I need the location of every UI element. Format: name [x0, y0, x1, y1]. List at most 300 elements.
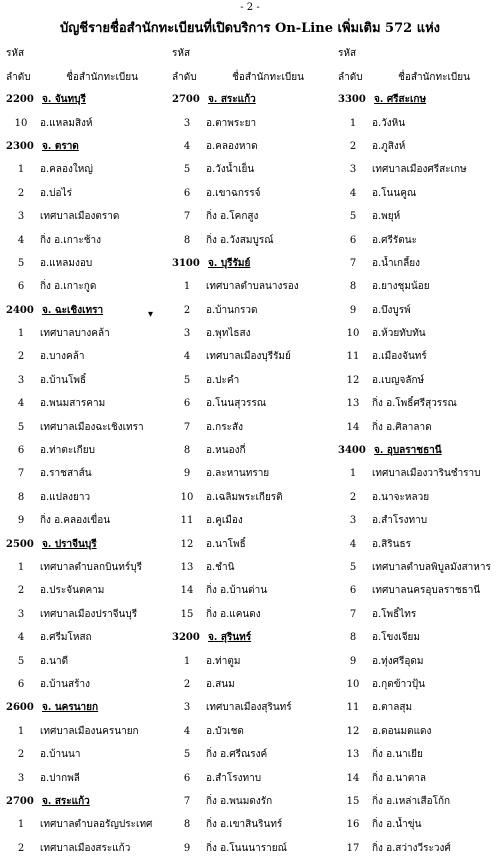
registry-office-name: อ.ศรีรัตนะ [372, 234, 417, 246]
registry-office-name: อ.ยางชุมน้อย [372, 281, 430, 293]
row-number: 2 [349, 491, 357, 503]
registry-row [336, 369, 500, 392]
registry-row [336, 111, 500, 134]
registry-office-name: อ.นาจะหลวย [372, 491, 430, 503]
registry-row [170, 532, 335, 555]
row-number: 1 [17, 164, 25, 176]
row-number: 11 [346, 351, 360, 363]
registry-office-name: กิ่ง อ.พนมดงรัก [206, 795, 273, 807]
registry-row [170, 720, 335, 743]
registry-row [4, 673, 169, 696]
registry-row [170, 299, 335, 322]
row-number: 2 [183, 678, 191, 690]
province-code: 3200 [172, 632, 200, 644]
registry-office-name: เทศบาลเมืองสุรินทร์ [206, 702, 292, 714]
registry-office-name: อ.คลองใหญ่ [40, 164, 93, 176]
row-number: 3 [349, 515, 357, 527]
registry-office-name: อ.ปะคำ [206, 374, 240, 386]
registry-office-name: กิ่ง อ.โนนนารายณ์ [206, 842, 287, 854]
registry-row [170, 837, 335, 860]
registry-row [336, 205, 500, 228]
province-name: จ. ศรีสะเกษ [374, 94, 427, 106]
registry-row [4, 486, 169, 509]
registry-office-name: อ.บึงบูรพ์ [372, 304, 411, 316]
registry-office-name: เทศบาลเมืองสระแก้ว [40, 842, 131, 854]
registry-office-name: อ.ตาพระยา [206, 117, 257, 129]
registry-row [336, 743, 500, 766]
registry-office-name: เทศบาลเมืองปราจีนบุรี [40, 608, 138, 620]
province-header-row [4, 135, 169, 158]
registry-row [4, 205, 169, 228]
registry-row [336, 696, 500, 719]
row-number: 1 [17, 562, 25, 573]
row-number: 3 [17, 211, 25, 223]
registry-row [336, 603, 500, 626]
row-number: 13 [346, 749, 360, 761]
code-header-label: รหัส [172, 48, 191, 59]
row-number: 3 [183, 328, 191, 340]
province-name: จ. สระแก้ว [208, 94, 256, 106]
registry-row [4, 275, 169, 298]
document-title: บัญชีรายชื่อสำนักทะเบียนที่เปิดบริการ On-Line เพิ่มเติม 572 แห่ง [59, 21, 441, 36]
registry-office-name: อ.แปลงยาว [40, 491, 91, 503]
registry-office-name: กิ่ง อ.เกาะกูด [40, 281, 97, 293]
registry-office-name: อ.ปากพลี [40, 772, 80, 784]
registry-office-name: อ.บัวเชด [206, 725, 244, 737]
registry-row [4, 813, 169, 836]
registry-row [170, 228, 335, 251]
row-number: 5 [349, 562, 357, 573]
row-number: 2 [17, 187, 25, 199]
registry-row [336, 228, 500, 251]
registry-row [4, 720, 169, 743]
registry-row [336, 579, 500, 602]
registry-office-name: อ.โนนคูณ [372, 187, 417, 199]
registry-office-name: อ.นาดี [40, 655, 69, 667]
registry-office-name: อ.เมืองจันทร์ [372, 351, 427, 363]
row-number: 6 [17, 678, 25, 690]
registry-row [170, 462, 335, 485]
registry-office-name: อ.ชำนิ [206, 562, 235, 573]
registry-office-name: กิ่ง อ.ศรีณรงค์ [206, 749, 268, 761]
registry-row [4, 345, 169, 368]
registry-row [170, 392, 335, 415]
registry-office-name: อ.หนองกี่ [206, 445, 246, 457]
registry-office-name: อ.พนมสารคาม [40, 398, 106, 410]
registry-office-name: เทศบาลเมืองตราด [40, 211, 120, 223]
registry-column-2 [170, 44, 335, 860]
row-number: 6 [183, 187, 191, 199]
registry-row [4, 579, 169, 602]
row-number: 7 [183, 795, 191, 807]
row-number: 1 [349, 117, 357, 129]
province-code: 2400 [6, 304, 34, 316]
registry-row [170, 579, 335, 602]
row-number: 14 [346, 421, 360, 433]
province-name: จ. ตราด [42, 140, 79, 152]
registry-row [4, 766, 169, 789]
row-number: 6 [17, 281, 25, 293]
registry-office-name: อ.วังหิน [372, 117, 406, 129]
province-name: จ. ปราจีนบุรี [42, 538, 97, 550]
registry-row [170, 790, 335, 813]
row-number: 14 [180, 585, 194, 597]
province-name: จ. บุรีรัมย์ [208, 257, 251, 269]
row-number: 5 [349, 211, 357, 223]
registry-office-name: เทศบาลนครอุบลราชธานี [372, 585, 481, 597]
registry-office-name: อ.ราชสาส์น [40, 468, 92, 480]
registry-row [336, 415, 500, 438]
registry-row [336, 790, 500, 813]
row-number: 9 [17, 515, 25, 527]
row-number: 8 [183, 819, 191, 831]
row-number: 4 [183, 140, 191, 152]
row-number: 4 [349, 538, 357, 550]
registry-office-name: อ.ทุ่งศรีอุดม [372, 655, 424, 667]
registry-office-name: เทศบาลเมืองศรีสะเกษ [372, 164, 467, 176]
row-number: 1 [183, 655, 191, 667]
registry-office-name: อ.บ้านสร้าง [40, 678, 90, 690]
registry-row [170, 345, 335, 368]
order-header-label: ลำดับ [172, 72, 197, 83]
registry-office-name: อ.แหลมงอบ [40, 257, 93, 269]
registry-row [4, 603, 169, 626]
registry-office-name: อ.นาโพธิ์ [206, 538, 246, 550]
registry-office-name: เทศบาลเมืองฉะเชิงเทรา [40, 421, 144, 433]
province-name: จ. สุรินทร์ [208, 632, 252, 644]
row-number: 10 [180, 491, 194, 503]
row-number: 3 [17, 374, 25, 386]
registry-row [336, 299, 500, 322]
registry-office-name: อ.สำโรงทาบ [206, 772, 262, 784]
province-code: 3300 [338, 94, 366, 106]
row-number: 3 [183, 117, 191, 129]
registry-row [336, 766, 500, 789]
registry-office-name: อ.คลองหาด [206, 140, 258, 152]
registry-row [336, 135, 500, 158]
registry-office-name: อ.บ้านกรวด [206, 304, 258, 316]
registry-office-name: อ.ภูสิงห์ [372, 140, 406, 152]
registry-row [336, 158, 500, 181]
registry-office-name: อ.บ้านนา [40, 749, 81, 761]
registry-row [170, 439, 335, 462]
row-number: 6 [349, 234, 357, 246]
province-header-row [170, 626, 335, 649]
code-header-label: รหัส [338, 48, 357, 59]
registry-office-name: กิ่ง อ.ศิลาลาด [372, 421, 432, 433]
registry-row [336, 486, 500, 509]
registry-row [170, 322, 335, 345]
registry-office-name: อ.กระสัง [206, 421, 243, 433]
code-header-label: รหัส [6, 48, 25, 59]
registry-row [4, 322, 169, 345]
province-header-row [170, 252, 335, 275]
registry-office-name: อ.สิรินธร [372, 538, 411, 550]
registry-row [4, 462, 169, 485]
row-number: 6 [17, 445, 25, 457]
province-header-row [4, 532, 169, 555]
registry-row [170, 766, 335, 789]
row-number: 15 [346, 795, 360, 807]
province-code: 3100 [172, 257, 200, 269]
province-header-row [4, 790, 169, 813]
order-header-label: ลำดับ [6, 72, 31, 83]
registry-office-name: กิ่ง อ.นาเยีย [372, 749, 423, 761]
row-number: 8 [17, 491, 25, 503]
province-header-row [336, 439, 500, 462]
column-header [170, 44, 335, 88]
registry-row [4, 111, 169, 134]
registry-office-name: อ.โพธิ์ไทร [372, 608, 417, 620]
row-number: 5 [17, 655, 25, 667]
registry-office-name: กิ่ง อ.คลองเขื่อน [40, 515, 111, 527]
registry-office-name: เทศบาลเมืองบุรีรัมย์ [206, 351, 291, 363]
row-number: 3 [17, 772, 25, 784]
registry-row [170, 111, 335, 134]
row-number: 8 [183, 445, 191, 457]
registry-row [170, 649, 335, 672]
registry-row [170, 696, 335, 719]
province-name: จ. ฉะเชิงเทรา [42, 304, 104, 316]
registry-row [336, 509, 500, 532]
order-header-label: ลำดับ [338, 72, 363, 83]
row-number: 10 [346, 678, 360, 690]
registry-office-name: อ.สนม [206, 678, 235, 690]
registry-office-name: อ.วังน้ำเย็น [206, 164, 255, 176]
row-number: 7 [183, 421, 191, 433]
registry-office-name: อ.ดอนมดแดง [372, 725, 432, 737]
registry-row [336, 322, 500, 345]
registry-row [170, 509, 335, 532]
registry-row [336, 275, 500, 298]
column-header [336, 44, 500, 88]
province-header-row [4, 88, 169, 111]
registry-row [170, 743, 335, 766]
row-number: 5 [183, 374, 191, 386]
row-number: 5 [183, 749, 191, 761]
province-header-row [4, 299, 169, 322]
province-name: จ. อุบลราชธานี [374, 445, 442, 457]
registry-row [336, 532, 500, 555]
province-header-row [170, 88, 335, 111]
row-number: 8 [349, 632, 357, 644]
row-number: 13 [180, 562, 194, 573]
row-number: 15 [180, 608, 194, 620]
registry-row [336, 556, 500, 579]
registry-office-name: กิ่ง อ.เหล่าเสือโก้ก [372, 795, 451, 807]
row-number: 17 [346, 842, 360, 854]
registry-office-name: อ.เขาฉกรรจ์ [206, 187, 261, 199]
province-code: 2700 [6, 795, 34, 807]
name-header-label: ชื่อสำนักทะเบียน [398, 72, 470, 83]
registry-office-name: เทศบาลเมืองนครนายก [40, 725, 139, 737]
row-number: 5 [183, 164, 191, 176]
name-header-label: ชื่อสำนักทะเบียน [66, 72, 138, 83]
row-number: 2 [349, 140, 357, 152]
province-code: 2300 [6, 140, 34, 152]
row-number: 4 [17, 632, 25, 644]
registry-row [4, 649, 169, 672]
registry-office-name: อ.น้ำเกลี้ยง [372, 257, 420, 269]
registry-office-name: เทศบาลบางคล้า [40, 328, 110, 340]
registry-row [4, 182, 169, 205]
registry-row [170, 556, 335, 579]
registry-row [336, 813, 500, 836]
registry-office-name: เทศบาลตำบลนางรอง [206, 281, 299, 293]
row-number: 9 [349, 655, 357, 667]
registry-office-name: อ.ห้วยทับทัน [372, 328, 426, 340]
registry-row [4, 837, 169, 860]
registry-office-name: อ.กุดข้าวปุ้น [372, 678, 425, 690]
registry-row [336, 345, 500, 368]
registry-office-name: อ.บางคล้า [40, 351, 85, 363]
registry-office-name: อ.พยุห์ [372, 211, 401, 223]
registry-row [4, 369, 169, 392]
registry-row [170, 275, 335, 298]
registry-office-name: อ.ศรีมโหสถ [40, 632, 92, 644]
row-number: 13 [346, 398, 360, 410]
registry-office-name: เทศบาลตำบลพิบูลมังสาหาร [372, 562, 491, 573]
registry-row [336, 649, 500, 672]
registry-row [170, 486, 335, 509]
registry-office-name: กิ่ง อ.เกาะช้าง [40, 234, 102, 246]
registry-office-name: อ.ท่าตะเกียบ [40, 445, 95, 457]
registry-row [4, 509, 169, 532]
registry-row [336, 837, 500, 860]
registry-office-name: กิ่ง อ.นาตาล [372, 772, 426, 784]
row-number: 9 [183, 842, 191, 854]
row-number: 6 [183, 398, 191, 410]
registry-row [4, 556, 169, 579]
province-name: จ. นครนายก [42, 702, 99, 714]
row-number: 14 [346, 772, 360, 784]
row-number: 7 [183, 211, 191, 223]
registry-row [170, 673, 335, 696]
registry-column-3 [336, 44, 500, 860]
row-number: 10 [14, 117, 28, 129]
row-number: 6 [183, 772, 191, 784]
row-number: 1 [349, 468, 357, 480]
row-number: 2 [17, 749, 25, 761]
registry-office-name: เทศบาลตำบลกบินทร์บุรี [40, 562, 142, 573]
row-number: 4 [183, 725, 191, 737]
row-number: 11 [180, 515, 194, 527]
registry-office-name: อ.ประจันตคาม [40, 585, 105, 597]
registry-office-name: กิ่ง อ.วังสมบูรณ์ [206, 234, 274, 246]
registry-row [4, 252, 169, 275]
province-code: 2600 [6, 702, 34, 714]
province-name: จ. สระแก้ว [42, 795, 90, 807]
row-number: 10 [346, 328, 360, 340]
registry-row [336, 462, 500, 485]
registry-row [4, 228, 169, 251]
registry-office-name: อ.สำโรงทาบ [372, 515, 428, 527]
province-code: 2700 [172, 94, 200, 106]
registry-office-name: เทศบาลตำบลอรัญประเทศ [40, 819, 153, 831]
row-number: 1 [17, 328, 25, 340]
province-header-row [336, 88, 500, 111]
registry-office-name: กิ่ง อ.โพธิ์ศรีสุวรรณ [372, 398, 457, 410]
registry-office-name: อ.เฉลิมพระเกียรติ [206, 491, 283, 503]
row-number: 9 [183, 468, 191, 480]
registry-row [336, 252, 500, 275]
row-number: 6 [349, 585, 357, 597]
registry-row [4, 415, 169, 438]
row-number: 1 [17, 819, 25, 831]
row-number: 2 [17, 351, 25, 363]
column-header [4, 44, 169, 88]
registry-row [336, 720, 500, 743]
row-number: 5 [17, 421, 25, 433]
registry-row [170, 813, 335, 836]
row-number: 8 [183, 234, 191, 246]
row-number: 3 [17, 608, 25, 620]
row-number: 8 [349, 281, 357, 293]
province-code: 3400 [338, 445, 366, 457]
registry-office-name: อ.บ่อไร่ [40, 187, 72, 199]
row-number: 2 [17, 842, 25, 854]
province-name: จ. จันทบุรี [42, 94, 86, 106]
row-number: 7 [349, 608, 357, 620]
row-number: 4 [17, 234, 25, 246]
row-number: 4 [183, 351, 191, 363]
province-code: 2500 [6, 538, 34, 550]
registry-row [170, 603, 335, 626]
stray-mark: ▾ [148, 309, 154, 320]
row-number: 12 [346, 725, 360, 737]
row-number: 2 [17, 585, 25, 597]
registry-row [336, 182, 500, 205]
row-number: 5 [17, 257, 25, 269]
row-number: 16 [346, 819, 360, 831]
row-number: 3 [183, 702, 191, 714]
row-number: 9 [349, 304, 357, 316]
registry-office-name: กิ่ง อ.แคนดง [206, 608, 261, 620]
registry-office-name: กิ่ง อ.โคกสูง [206, 211, 259, 223]
province-header-row [4, 696, 169, 719]
registry-row [170, 205, 335, 228]
registry-row [170, 415, 335, 438]
registry-row [4, 439, 169, 462]
registry-office-name: อ.โนนสุวรรณ [206, 398, 266, 410]
registry-office-name: กิ่ง อ.น้ำขุ่น [372, 819, 422, 831]
registry-office-name: อ.ท่าตูม [206, 655, 241, 667]
row-number: 2 [183, 304, 191, 316]
registry-row [170, 369, 335, 392]
registry-row [336, 392, 500, 415]
registry-office-name: อ.บ้านโพธิ์ [40, 374, 87, 386]
registry-office-name: กิ่ง อ.เขาสินรินทร์ [206, 819, 283, 831]
province-code: 2200 [6, 94, 34, 106]
row-number: 7 [17, 468, 25, 480]
registry-office-name: อ.โขงเจียม [372, 632, 421, 644]
registry-row [170, 135, 335, 158]
registry-row [4, 392, 169, 415]
registry-office-name: กิ่ง อ.บ้านด่าน [206, 585, 268, 597]
page-number: - 2 - [240, 2, 260, 13]
registry-office-name: อ.พุทไธสง [206, 328, 251, 340]
registry-row [4, 743, 169, 766]
registry-row [4, 626, 169, 649]
name-header-label: ชื่อสำนักทะเบียน [232, 72, 304, 83]
row-number: 7 [349, 257, 357, 269]
row-number: 3 [349, 164, 357, 176]
row-number: 11 [346, 702, 360, 714]
registry-row [170, 182, 335, 205]
row-number: 12 [180, 538, 194, 550]
row-number: 4 [349, 187, 357, 199]
registry-office-name: อ.ละหานทราย [206, 468, 270, 480]
